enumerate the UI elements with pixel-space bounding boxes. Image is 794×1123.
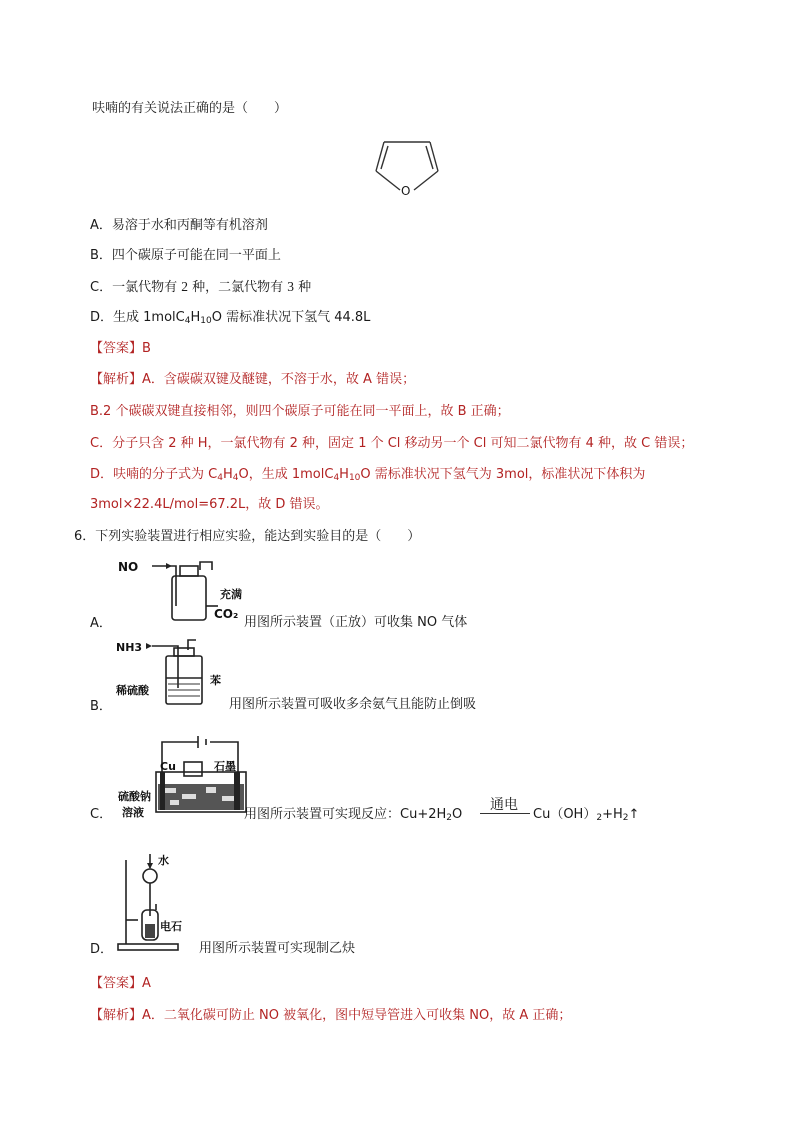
- q5-option-d: D．生成 $1molC_4H_{10}O$ 需标准状况下氢气 44.8L: [90, 310, 371, 326]
- q6-option-d-label: D．: [90, 942, 114, 957]
- q5-option-b: B．四个碳原子可能在同一平面上: [90, 248, 281, 263]
- q6-answer: 【答案】A: [90, 976, 151, 991]
- svg-text:Cu: Cu: [160, 760, 176, 773]
- svg-text:溶液: 溶液: [122, 806, 144, 819]
- gas-collection-bottle-icon: [116, 556, 246, 624]
- q6-option-b-text: 用图所示装置可吸收多余氨气且能防止倒吸: [229, 697, 477, 712]
- q6-option-d-text: 用图所示装置可实现制乙炔: [199, 941, 356, 956]
- reaction-arrow: [480, 813, 530, 814]
- svg-text:水: 水: [158, 854, 169, 867]
- svg-text:石墨: 石墨: [214, 760, 236, 773]
- furan-oxygen-label: O: [401, 184, 411, 198]
- q5-answer: 【答案】B: [90, 341, 151, 356]
- svg-text:稀硫酸: 稀硫酸: [116, 684, 149, 697]
- svg-text:NO: NO: [118, 560, 139, 574]
- q6-stem: 6．下列实验装置进行相应实验，能达到实验目的是（ ）: [74, 529, 421, 544]
- q6-analysis-a: 【解析】A．二氧化碳可防止 NO 被氧化，图中短导管进入可收集 NO，故 A 正确；: [90, 1008, 572, 1023]
- q5-option-a: A．易溶于水和丙酮等有机溶剂: [90, 218, 268, 233]
- svg-text:充满: 充满: [220, 588, 242, 601]
- q6-option-b-label: B．: [90, 699, 112, 714]
- svg-text:电石: 电石: [160, 920, 182, 933]
- acetylene-generator-icon: [116, 850, 196, 952]
- absorption-bottle-icon: [116, 636, 228, 708]
- q5-analysis-c: C．分子只含 2 种 H，一氯代物有 2 种，固定 1 个 Cl 移动另一个 Cl 可知二氯代物有 4 种，故 C 错误；: [90, 436, 694, 451]
- analysis-tag: 【解析】: [90, 372, 143, 387]
- svg-text:NH3: NH3: [116, 641, 143, 654]
- answer-tag: 【答案】: [90, 976, 143, 991]
- svg-text:苯: 苯: [210, 674, 221, 687]
- q5-analysis-d-line1: D．呋喃的分子式为 $C_4H_4O$，生成 $1molC_4H_{10}O$ 需标准状况下氢气为 3mol，标准状况下体积为: [90, 467, 646, 483]
- q6-option-a-label: A．: [90, 616, 112, 631]
- q5-option-c: C．一氯代物有 2 种，二氯代物有 3 种: [90, 279, 312, 295]
- q5-stem: 呋喃的有关说法正确的是（ ）: [92, 101, 288, 116]
- q6-option-c-condition: 通电: [490, 797, 518, 813]
- q6-option-c-label: C．: [90, 807, 113, 822]
- electrolysis-cell-icon: [116, 736, 256, 819]
- q6-option-a-text: 用图所示装置（正放）可收集 NO 气体: [244, 615, 468, 630]
- svg-text:硫酸钠: 硫酸钠: [118, 790, 151, 803]
- q5-analysis-a: 【解析】A．含碳碳双键及醚键，不溶于水，故 A 错误；: [90, 372, 416, 387]
- analysis-tag: 【解析】: [90, 1008, 143, 1023]
- q5-analysis-b: B.2 个碳碳双键直接相邻，则四个碳原子可能在同一平面上，故 B 正确；: [90, 404, 510, 419]
- q5-analysis-d-line2: 3mol×22.4L/mol=67.2L，故 D 错误。: [90, 497, 329, 512]
- q6-option-c-text: 用图所示装置可实现反应：$Cu+2H_2O$: [244, 807, 463, 823]
- answer-tag: 【答案】: [90, 341, 143, 356]
- svg-text:CO₂: CO₂: [214, 607, 239, 621]
- q6-option-c-product: $Cu(OH)_2+H_2↑$: [533, 807, 640, 823]
